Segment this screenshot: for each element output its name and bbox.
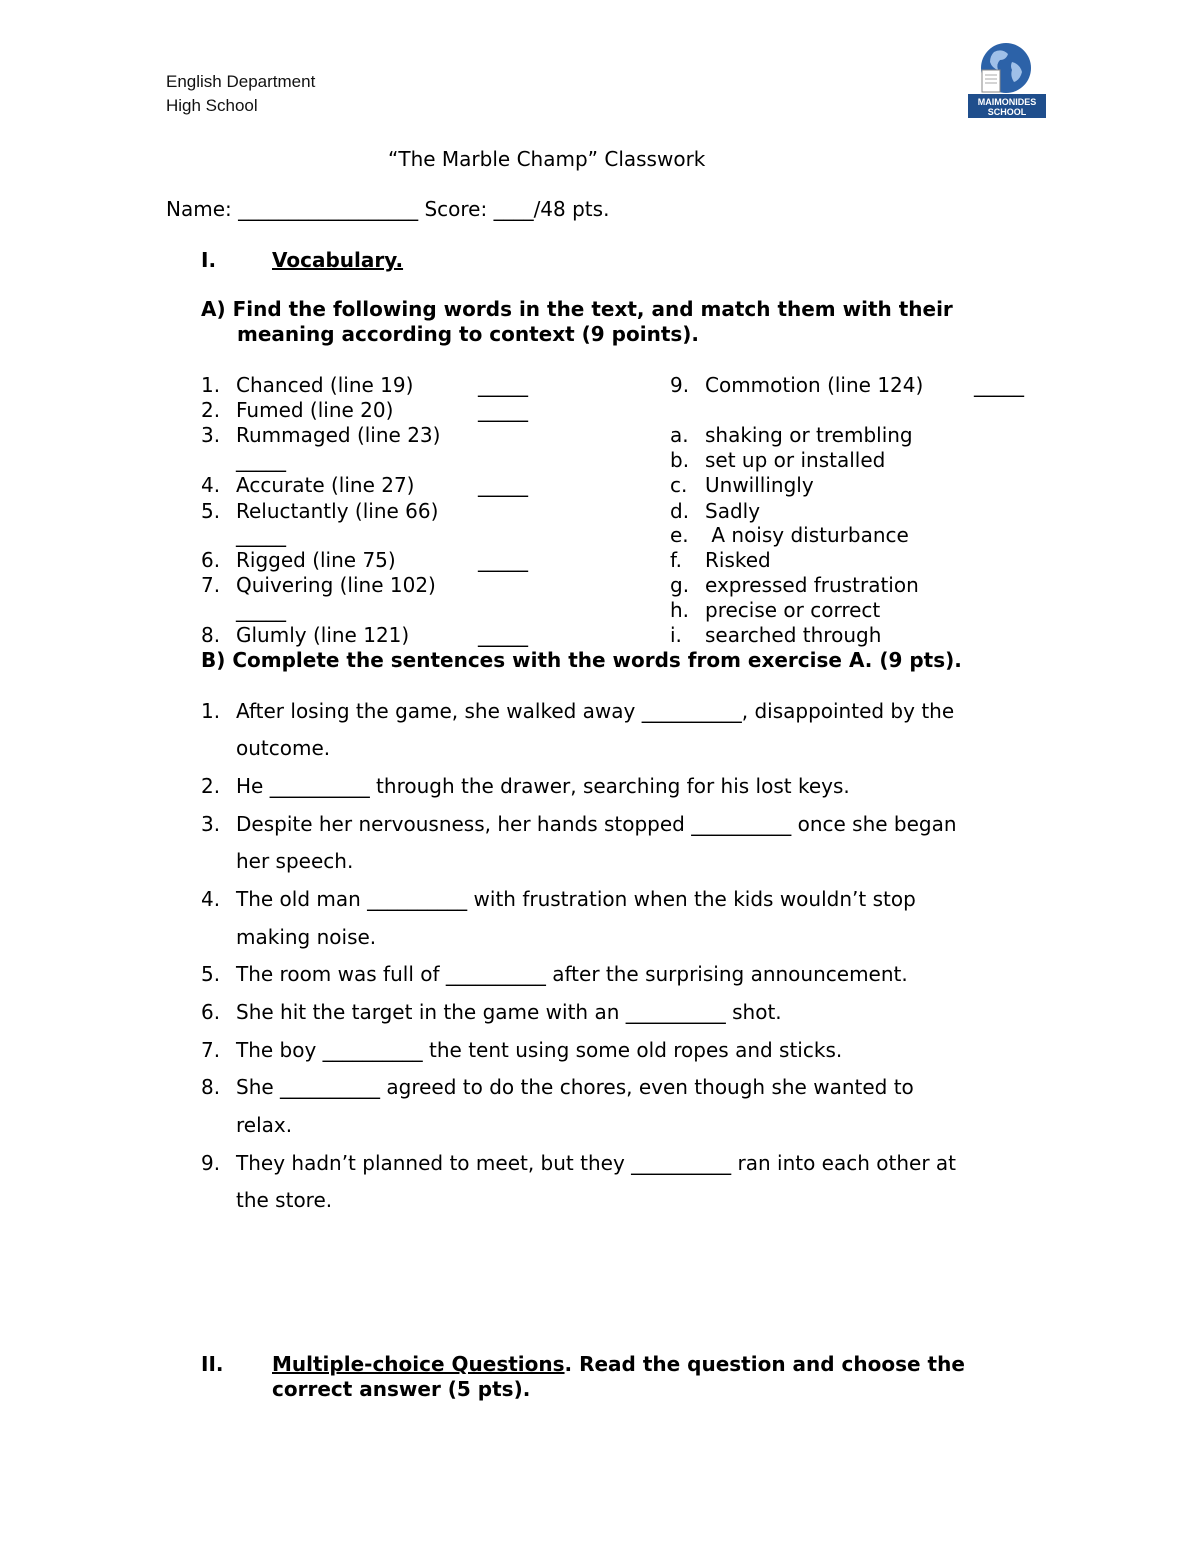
list-item: 3. Rummaged (line 23) (201, 423, 441, 447)
answer-blank[interactable]: _____ (478, 623, 528, 647)
sentence-continuation: her speech. (236, 849, 354, 873)
list-item: 7. Quivering (line 102) (201, 573, 436, 597)
answer-blank[interactable]: _____ (236, 598, 286, 622)
sentence-continuation: outcome. (236, 736, 331, 760)
school-level-label: High School (166, 96, 258, 115)
list-item: 9. Commotion (line 124) (670, 373, 924, 397)
section-1-heading: Vocabulary. (272, 248, 404, 272)
school-logo (966, 40, 1048, 120)
answer-blank[interactable]: _____ (974, 373, 1024, 397)
part-b-heading: B) Complete the sentences with the words from exercise A. (9 pts). (201, 648, 962, 672)
list-item: a. shaking or trembling (670, 423, 913, 447)
sentence-continuation: relax. (236, 1113, 293, 1137)
department-label: English Department (166, 72, 316, 91)
sentence-continuation: the store. (236, 1188, 333, 1212)
section-1-numeral: I. (201, 248, 217, 272)
list-item: 2. Fumed (line 20) (201, 398, 394, 422)
part-a-instructions-1: A) Find the following words in the text, and match them with their (201, 297, 953, 321)
logo-text-2: SCHOOL (987, 107, 1027, 117)
section-2-instructions-2: correct answer (5 pts). (272, 1377, 531, 1401)
answer-blank[interactable]: _____ (478, 473, 528, 497)
list-item: c. Unwillingly (670, 473, 814, 497)
list-item: 1. Chanced (line 19) (201, 373, 414, 397)
globe-icon (966, 40, 1048, 120)
part-a-instructions-2: meaning according to context (9 points). (237, 322, 700, 346)
section-2-numeral: II. (201, 1352, 224, 1376)
list-item: 5. Reluctantly (line 66) (201, 499, 439, 523)
answer-blank[interactable]: _____ (236, 448, 286, 472)
answer-blank[interactable]: _____ (478, 548, 528, 572)
answer-blank[interactable]: _____ (478, 398, 528, 422)
list-item: b. set up or installed (670, 448, 886, 472)
list-item: h. precise or correct (670, 598, 881, 622)
section-2-heading: Multiple-choice Questions (272, 1352, 565, 1376)
list-item: 4. Accurate (line 27) (201, 473, 415, 497)
answer-blank[interactable]: _____ (236, 523, 286, 547)
section-2-instructions: . Read the question and choose the (564, 1352, 965, 1376)
list-item: i. searched through (670, 623, 882, 647)
logo-text-1: MAIMONIDES (977, 97, 1037, 107)
list-item: f. Risked (670, 548, 771, 572)
worksheet-page: English Department High School MAIMONIDES SCHOOL “The Marble Champ” Classwork Name: __________________ Score: ____/48 pts. I. Vocabulary. A) Find the following words in the text, and match them with their meaning according to context (9 points). 1. Chanced (line 19) _____ 2. Fumed (line 20) _____ 3. Rummaged (line 23) _____ 4. Accurate (line 27) _____ 5. Reluctantly (line 66) _____ 6. Rigged (line 75) _____ 7. Quivering (line 102) _____ 8. Glumly (line 121) _____ 9. Commotion (line 124) _____ a. shaking or trembling b. set up or installed c. Unwillingly d. Sadly e. A noisy disturbance f. Risked g. expressed frustration h. precise or correct i. searched through B) Complete the sentences with the words from exercise A. (9 pts). 1. After losing the game, she walked away __________, disappointed by the outcome. 2. He __________ through the drawer, searching for his lost keys. 3. Despite her nervousness, her hands stopped __________ once she began her speech. 4. The old man __________ with frustration when the kids wouldn’t stop making noise. 5. The room was full of __________ after the surprising announcement. 6. She hit the target in the game with an __________ shot. 7. The boy __________ the tent using some old ropes and sticks. 8. She __________ agreed to do the chores, even though she wanted to relax. 9. They hadn’t planned to meet, but they __________ ran into each other at the store. II. Multiple-choice Questions. Read the question and choose the correct answer (5 pts). (0, 0, 1200, 1553)
answer-blank[interactable]: _____ (478, 373, 528, 397)
list-item: e. A noisy disturbance (670, 523, 909, 547)
sentence-continuation: making noise. (236, 925, 377, 949)
list-item: 8. Glumly (line 121) (201, 623, 410, 647)
list-item: g. expressed frustration (670, 573, 919, 597)
list-item: d. Sadly (670, 499, 761, 523)
worksheet-title: “The Marble Champ” Classwork (388, 147, 706, 171)
name-score-line: Name: __________________ Score: ____/48 pts. (166, 197, 610, 221)
list-item: 6. Rigged (line 75) (201, 548, 396, 572)
section-2-heading-line (272, 1352, 965, 1376)
